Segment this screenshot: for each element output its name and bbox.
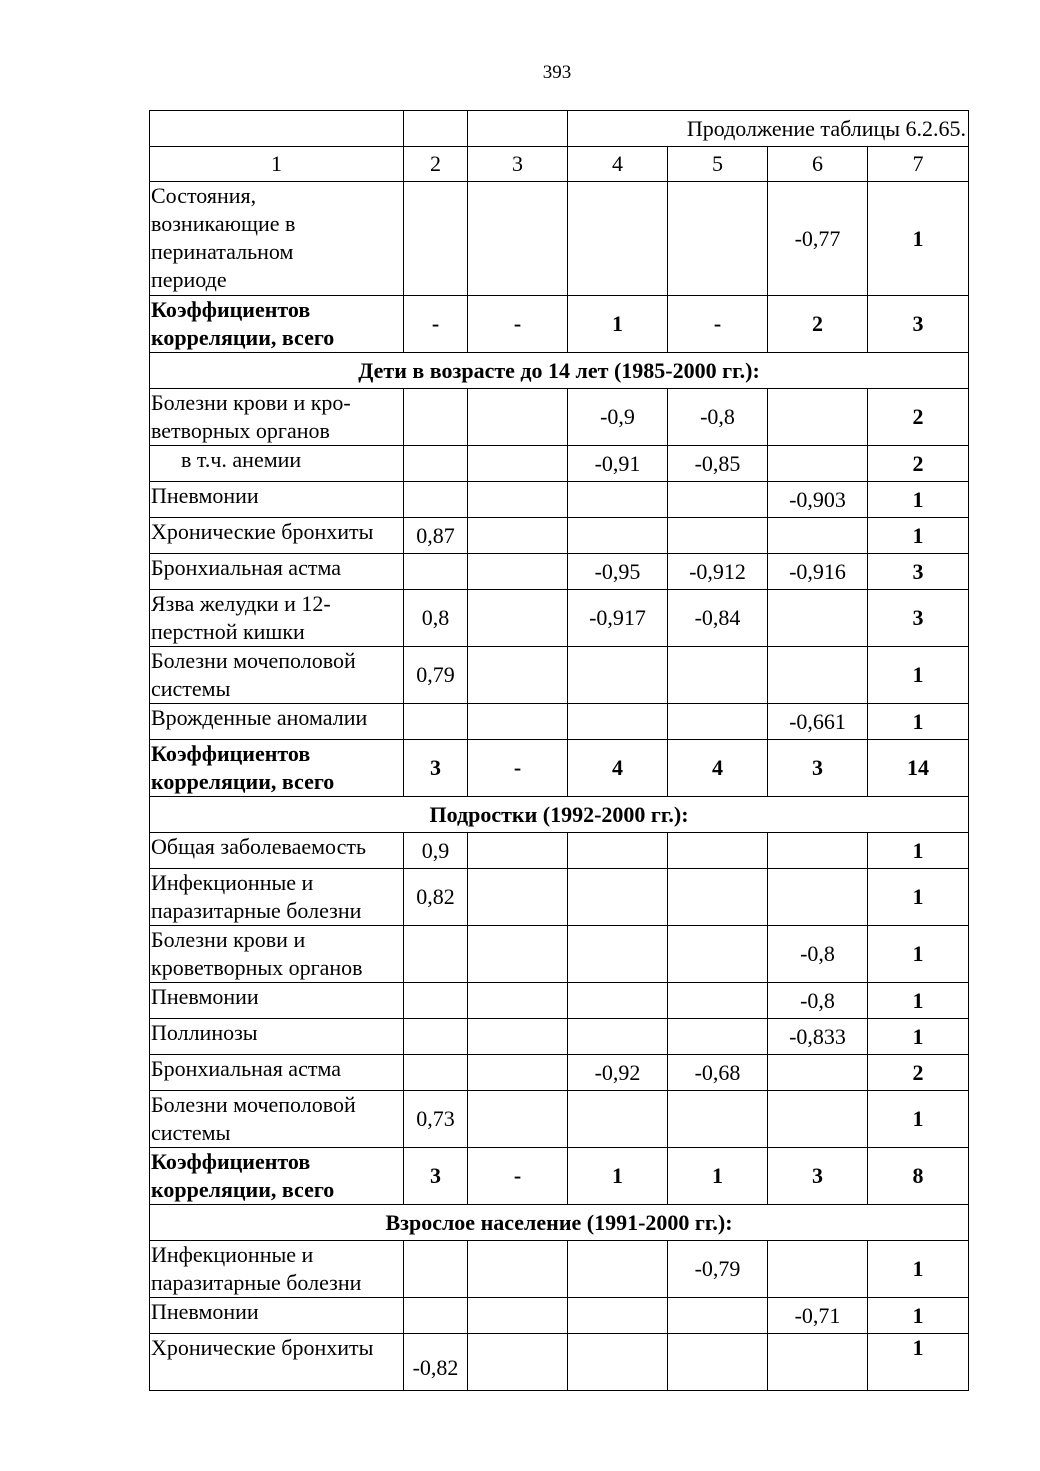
row-label-text: Бронхиальная астма: [151, 555, 341, 580]
correlation-cell: -: [468, 1148, 568, 1205]
total-count-cell: 1: [868, 869, 969, 926]
row-label-text: Состояния, возникающие в перинатальном периоде: [151, 183, 296, 292]
correlation-cell: [568, 182, 668, 296]
disease-name: [150, 1241, 404, 1298]
column-number: 3: [468, 147, 568, 182]
correlation-cell: -0,85: [668, 446, 768, 482]
table-row: [150, 182, 969, 296]
table-row: [150, 446, 969, 482]
correlation-cell: 3: [404, 740, 468, 797]
disease-name: [150, 1298, 404, 1334]
row-label-text: Болезни крови и кро- ветворных органов: [151, 390, 351, 443]
correlation-cell: -0,833: [768, 1019, 868, 1055]
section-header-row: [150, 1205, 969, 1241]
row-label-text: Болезни крови и кроветворных органов: [151, 927, 363, 980]
summary-row: [150, 1148, 969, 1205]
correlation-cell: 2: [768, 296, 868, 353]
correlation-cell: -0,91: [568, 446, 668, 482]
correlation-cell: [468, 1055, 568, 1091]
correlation-cell: 4: [568, 740, 668, 797]
disease-name: [150, 554, 404, 590]
correlation-cell: [768, 1055, 868, 1091]
row-label-text: Пневмонии: [151, 1299, 259, 1324]
total-count-cell: 1: [868, 926, 969, 983]
disease-name: [150, 833, 404, 869]
correlation-cell: [468, 1091, 568, 1148]
correlation-cell: [468, 647, 568, 704]
total-count-cell: 2: [868, 389, 969, 446]
disease-name: [150, 926, 404, 983]
summary-label: [150, 1148, 404, 1205]
table-row: [150, 1241, 969, 1298]
page-number: 393: [542, 62, 572, 83]
correlation-cell: 1: [568, 1148, 668, 1205]
correlation-cell: 0,8: [404, 590, 468, 647]
disease-name: [150, 590, 404, 647]
row-label-text: Бронхиальная астма: [151, 1056, 341, 1081]
caption-cell-empty: [150, 111, 404, 147]
correlation-cell: -0,912: [668, 554, 768, 590]
correlation-cell: 3: [768, 1148, 868, 1205]
row-label-text: Коэффициентов корреляции, всего: [151, 741, 335, 794]
correlation-cell: [768, 833, 868, 869]
total-count-cell: 1: [868, 1334, 969, 1391]
correlation-cell: -: [468, 740, 568, 797]
correlation-cell: -: [404, 296, 468, 353]
disease-name: [150, 647, 404, 704]
column-number: 1: [150, 147, 404, 182]
total-count-cell: 1: [868, 182, 969, 296]
correlation-cell: 1: [568, 296, 668, 353]
correlation-cell: [568, 1334, 668, 1391]
correlation-cell: -0,8: [768, 926, 868, 983]
total-count-cell: 1: [868, 482, 969, 518]
correlation-cell: [404, 182, 468, 296]
disease-name: [150, 389, 404, 446]
correlation-cell: -0,71: [768, 1298, 868, 1334]
correlation-cell: [568, 1091, 668, 1148]
total-count-cell: 3: [868, 296, 969, 353]
table-row: [150, 518, 969, 554]
row-label-text: Общая заболеваемость: [151, 834, 367, 859]
correlation-cell: -0,77: [768, 182, 868, 296]
correlation-cell: -0,8: [668, 389, 768, 446]
correlation-cell: [404, 446, 468, 482]
correlation-cell: -: [668, 296, 768, 353]
correlation-cell: [468, 869, 568, 926]
correlation-cell: -0,917: [568, 590, 668, 647]
correlation-cell: 0,79: [404, 647, 468, 704]
correlation-cell: -0,82: [404, 1334, 468, 1391]
correlation-cell: [668, 704, 768, 740]
correlation-cell: [468, 704, 568, 740]
total-count-cell: 1: [868, 704, 969, 740]
row-label-text: Врожденные аномалии: [151, 705, 368, 730]
correlation-cell: [404, 554, 468, 590]
table-row: [150, 926, 969, 983]
total-count-cell: 1: [868, 518, 969, 554]
row-label-text: Коэффициентов корреляции, всего: [151, 297, 335, 350]
correlation-cell: [468, 554, 568, 590]
correlation-cell: 1: [668, 1148, 768, 1205]
correlation-cell: [404, 389, 468, 446]
total-count-cell: 14: [868, 740, 969, 797]
table-row: [150, 554, 969, 590]
correlation-cell: [468, 926, 568, 983]
total-count-cell: 1: [868, 983, 969, 1019]
correlation-cell: -: [468, 296, 568, 353]
correlation-cell: -0,84: [668, 590, 768, 647]
correlation-cell: [468, 182, 568, 296]
table-row: [150, 704, 969, 740]
correlation-cell: [404, 704, 468, 740]
table-row: [150, 590, 969, 647]
row-label-text: в т.ч. анемии: [181, 447, 302, 472]
table-row: [150, 1091, 969, 1148]
correlation-cell: [768, 869, 868, 926]
table-row: [150, 1019, 969, 1055]
correlation-cell: [668, 926, 768, 983]
row-label-text: Хронические бронхиты: [151, 519, 374, 544]
correlation-cell: [668, 518, 768, 554]
column-number: 7: [868, 147, 969, 182]
total-count-cell: 3: [868, 554, 969, 590]
total-count-cell: 1: [868, 1091, 969, 1148]
table-caption: Продолжение таблицы 6.2.65.: [568, 111, 969, 147]
correlation-cell: [668, 1334, 768, 1391]
correlation-cell: [768, 389, 868, 446]
disease-name: [150, 182, 404, 296]
correlation-cell: [768, 446, 868, 482]
correlation-cell: [404, 926, 468, 983]
correlation-cell: [404, 1298, 468, 1334]
summary-label: [150, 296, 404, 353]
correlation-cell: [668, 482, 768, 518]
row-label-text: Поллинозы: [151, 1020, 258, 1045]
correlation-cell: -0,79: [668, 1241, 768, 1298]
summary-label: [150, 740, 404, 797]
correlation-cell: -0,68: [668, 1055, 768, 1091]
correlation-table: [149, 110, 969, 1391]
total-count-cell: 1: [868, 833, 969, 869]
correlation-cell: [404, 1019, 468, 1055]
correlation-cell: [568, 983, 668, 1019]
correlation-cell: [568, 869, 668, 926]
correlation-cell: [768, 1334, 868, 1391]
table-row: [150, 647, 969, 704]
correlation-cell: -0,95: [568, 554, 668, 590]
correlation-cell: [468, 446, 568, 482]
correlation-cell: [768, 1091, 868, 1148]
correlation-cell: 0,73: [404, 1091, 468, 1148]
row-label-text: Язва желудки и 12- перстной кишки: [151, 591, 331, 644]
correlation-cell: [668, 983, 768, 1019]
section-title: Взрослое население (1991-2000 гг.):: [150, 1205, 969, 1241]
column-number: 4: [568, 147, 668, 182]
correlation-cell: [668, 833, 768, 869]
table-row: [150, 833, 969, 869]
table-row: [150, 389, 969, 446]
correlation-cell: [404, 482, 468, 518]
correlation-cell: [568, 1019, 668, 1055]
correlation-cell: [768, 518, 868, 554]
correlation-cell: 0,9: [404, 833, 468, 869]
column-number: 2: [404, 147, 468, 182]
row-label-text: Пневмонии: [151, 984, 259, 1009]
correlation-cell: [768, 590, 868, 647]
correlation-cell: 0,87: [404, 518, 468, 554]
table-row: [150, 983, 969, 1019]
correlation-cell: [468, 1334, 568, 1391]
disease-name: [150, 1055, 404, 1091]
correlation-cell: [568, 1298, 668, 1334]
correlation-cell: [568, 518, 668, 554]
correlation-cell: 3: [768, 740, 868, 797]
correlation-cell: -0,916: [768, 554, 868, 590]
correlation-cell: [668, 1019, 768, 1055]
correlation-cell: [468, 590, 568, 647]
correlation-cell: [668, 1091, 768, 1148]
section-title: Дети в возрасте до 14 лет (1985-2000 гг.):: [150, 353, 969, 389]
disease-name: [150, 446, 404, 482]
correlation-cell: [404, 1241, 468, 1298]
row-label-text: Хронические бронхиты: [151, 1335, 374, 1360]
correlation-cell: [468, 518, 568, 554]
correlation-cell: [668, 647, 768, 704]
correlation-cell: [568, 1241, 668, 1298]
table-row: [150, 1334, 969, 1391]
correlation-cell: [568, 704, 668, 740]
correlation-cell: -0,661: [768, 704, 868, 740]
correlation-cell: [668, 1298, 768, 1334]
total-count-cell: 1: [868, 647, 969, 704]
correlation-cell: [568, 647, 668, 704]
total-count-cell: 1: [868, 1241, 969, 1298]
total-count-cell: 1: [868, 1298, 969, 1334]
row-label-text: Болезни мочеполовой системы: [151, 648, 356, 701]
correlation-cell: [468, 983, 568, 1019]
row-label-text: Инфекционные и паразитарные болезни: [151, 870, 362, 923]
correlation-cell: [568, 482, 668, 518]
correlation-cell: [468, 1019, 568, 1055]
caption-cell-empty: [468, 111, 568, 147]
correlation-cell: [668, 182, 768, 296]
correlation-cell: [668, 869, 768, 926]
section-header-row: [150, 353, 969, 389]
total-count-cell: 2: [868, 446, 969, 482]
table-row: [150, 482, 969, 518]
disease-name: [150, 704, 404, 740]
correlation-cell: -0,8: [768, 983, 868, 1019]
column-number: 6: [768, 147, 868, 182]
table-row: [150, 1055, 969, 1091]
caption-cell-empty: [404, 111, 468, 147]
row-label-text: Коэффициентов корреляции, всего: [151, 1149, 335, 1202]
disease-name: [150, 1091, 404, 1148]
correlation-cell: [768, 647, 868, 704]
section-header-row: [150, 797, 969, 833]
summary-row: [150, 740, 969, 797]
summary-row: [150, 296, 969, 353]
section-title: Подростки (1992-2000 гг.):: [150, 797, 969, 833]
disease-name: [150, 482, 404, 518]
disease-name: [150, 1334, 404, 1391]
disease-name: [150, 983, 404, 1019]
correlation-cell: [568, 926, 668, 983]
table-row: [150, 869, 969, 926]
disease-name: [150, 869, 404, 926]
caption-row: [150, 111, 969, 147]
correlation-cell: [468, 1298, 568, 1334]
row-label-text: Пневмонии: [151, 483, 259, 508]
total-count-cell: 2: [868, 1055, 969, 1091]
correlation-cell: -0,903: [768, 482, 868, 518]
total-count-cell: 1: [868, 1019, 969, 1055]
correlation-cell: [404, 983, 468, 1019]
total-count-cell: 3: [868, 590, 969, 647]
correlation-cell: 4: [668, 740, 768, 797]
correlation-cell: -0,92: [568, 1055, 668, 1091]
column-number-row: [150, 147, 969, 182]
correlation-cell: [468, 482, 568, 518]
correlation-cell: [404, 1055, 468, 1091]
correlation-cell: 3: [404, 1148, 468, 1205]
correlation-cell: 0,82: [404, 869, 468, 926]
correlation-cell: [768, 1241, 868, 1298]
column-number: 5: [668, 147, 768, 182]
row-label-text: Инфекционные и паразитарные болезни: [151, 1242, 362, 1295]
correlation-cell: [468, 389, 568, 446]
row-label-text: Болезни мочеполовой системы: [151, 1092, 356, 1145]
table-row: [150, 1298, 969, 1334]
correlation-cell: -0,9: [568, 389, 668, 446]
correlation-cell: [568, 833, 668, 869]
disease-name: [150, 518, 404, 554]
correlation-cell: [468, 1241, 568, 1298]
disease-name: [150, 1019, 404, 1055]
correlation-cell: [468, 833, 568, 869]
total-count-cell: 8: [868, 1148, 969, 1205]
